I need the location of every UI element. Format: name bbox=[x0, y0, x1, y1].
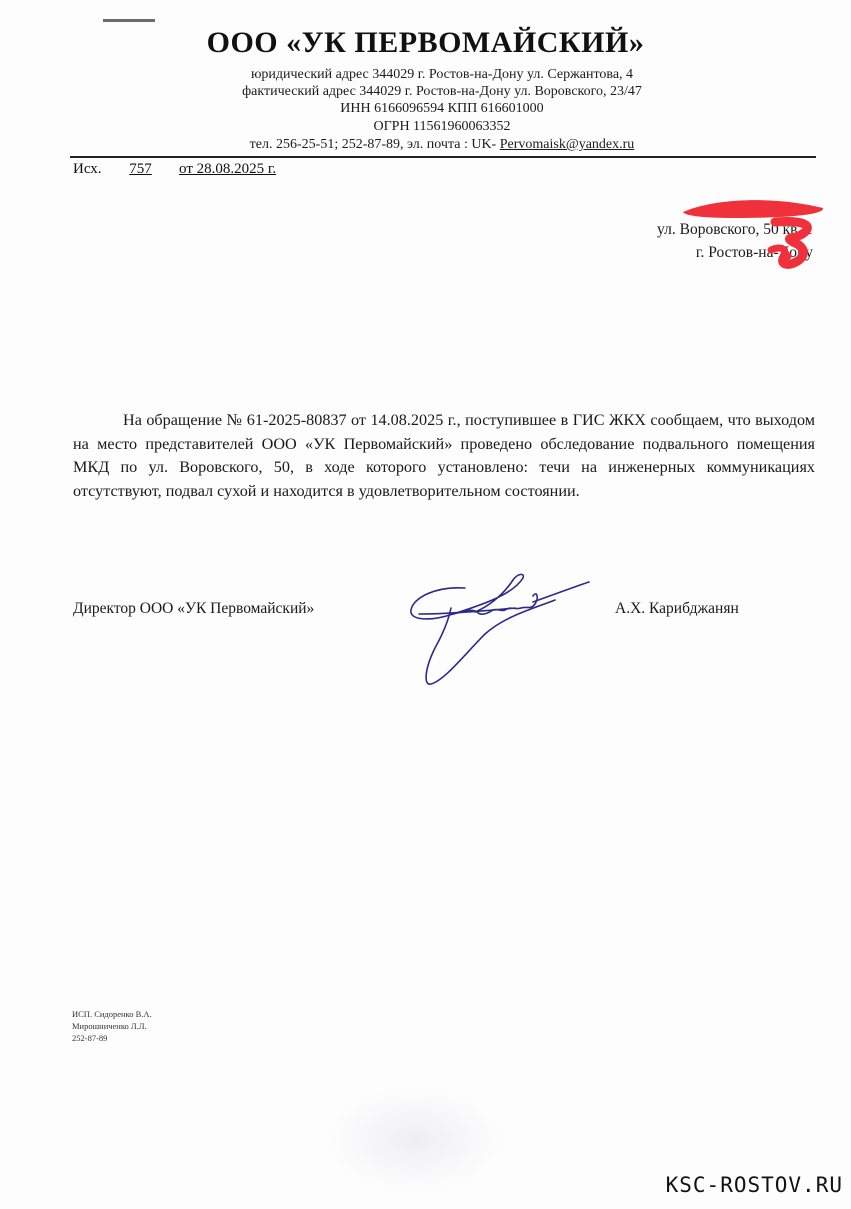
signatory-position: Директор ООО «УК Первомайский» bbox=[73, 600, 315, 617]
executor-line-2: Мирошниченко Л.Л. bbox=[72, 1021, 147, 1031]
ref-date: от 28.08.2025 г. bbox=[179, 161, 277, 177]
email-link[interactable]: Pervomaisk@yandex.ru bbox=[499, 137, 635, 152]
ref-label: Исх. bbox=[73, 161, 102, 177]
scan-smudge bbox=[330, 1090, 500, 1190]
signatory-name: А.Х. Карибджанян bbox=[615, 600, 739, 617]
redaction-stroke-top bbox=[683, 200, 823, 218]
org-name: ООО «УК ПЕРВОМАЙСКИЙ» bbox=[206, 26, 645, 59]
ref-number: 757 bbox=[129, 161, 152, 177]
legal-address: юридический адрес 344029 г. Ростов-на-Дону ул. Сержантова, 4 bbox=[250, 67, 634, 82]
redaction-scribble bbox=[675, 190, 830, 280]
contacts-text: тел. 256-25-51; 252-87-89, эл. почта : UK- bbox=[249, 137, 500, 152]
handwritten-signature bbox=[405, 568, 595, 698]
executor-line-1: ИСП. Сидоренко В.А. bbox=[72, 1009, 152, 1019]
redaction-stroke-small bbox=[771, 248, 785, 256]
staple-mark bbox=[103, 19, 155, 22]
header-divider bbox=[70, 156, 816, 158]
inn-kpp: ИНН 6166096594 КПП 616601000 bbox=[340, 101, 544, 116]
contacts-line bbox=[0, 137, 851, 153]
executor-phone: 252-87-89 bbox=[72, 1033, 108, 1043]
recipient-city: г. Ростов-на-Дону bbox=[695, 244, 813, 261]
ogrn: ОГРН 11561960063352 bbox=[373, 119, 511, 134]
redaction-stroke-loop bbox=[775, 221, 807, 264]
body-paragraph: На обращение № 61-2025-80837 от 14.08.2025 г., поступившее в ГИС ЖКХ сообщаем, что выходом на место представителей ООО «УК Первомайский» проведено обследование подвального помещения МКД по ул. Воровского, 50, в ходе которого установлено: течи на инженерных коммуникациях отсутствуют, подвал сухой и находится в удовлетворительном состоянии. bbox=[73, 411, 815, 500]
actual-address: фактический адрес 344029 г. Ростов-на-Дону ул. Воровского, 23/47 bbox=[242, 84, 642, 99]
letter-body bbox=[73, 409, 815, 503]
recipient-street: ул. Воровского, 50 кв. 1 bbox=[657, 221, 813, 238]
site-watermark: KSC-ROSTOV.RU bbox=[665, 1173, 843, 1197]
executor-block bbox=[72, 1008, 152, 1044]
outgoing-reference bbox=[73, 161, 276, 178]
